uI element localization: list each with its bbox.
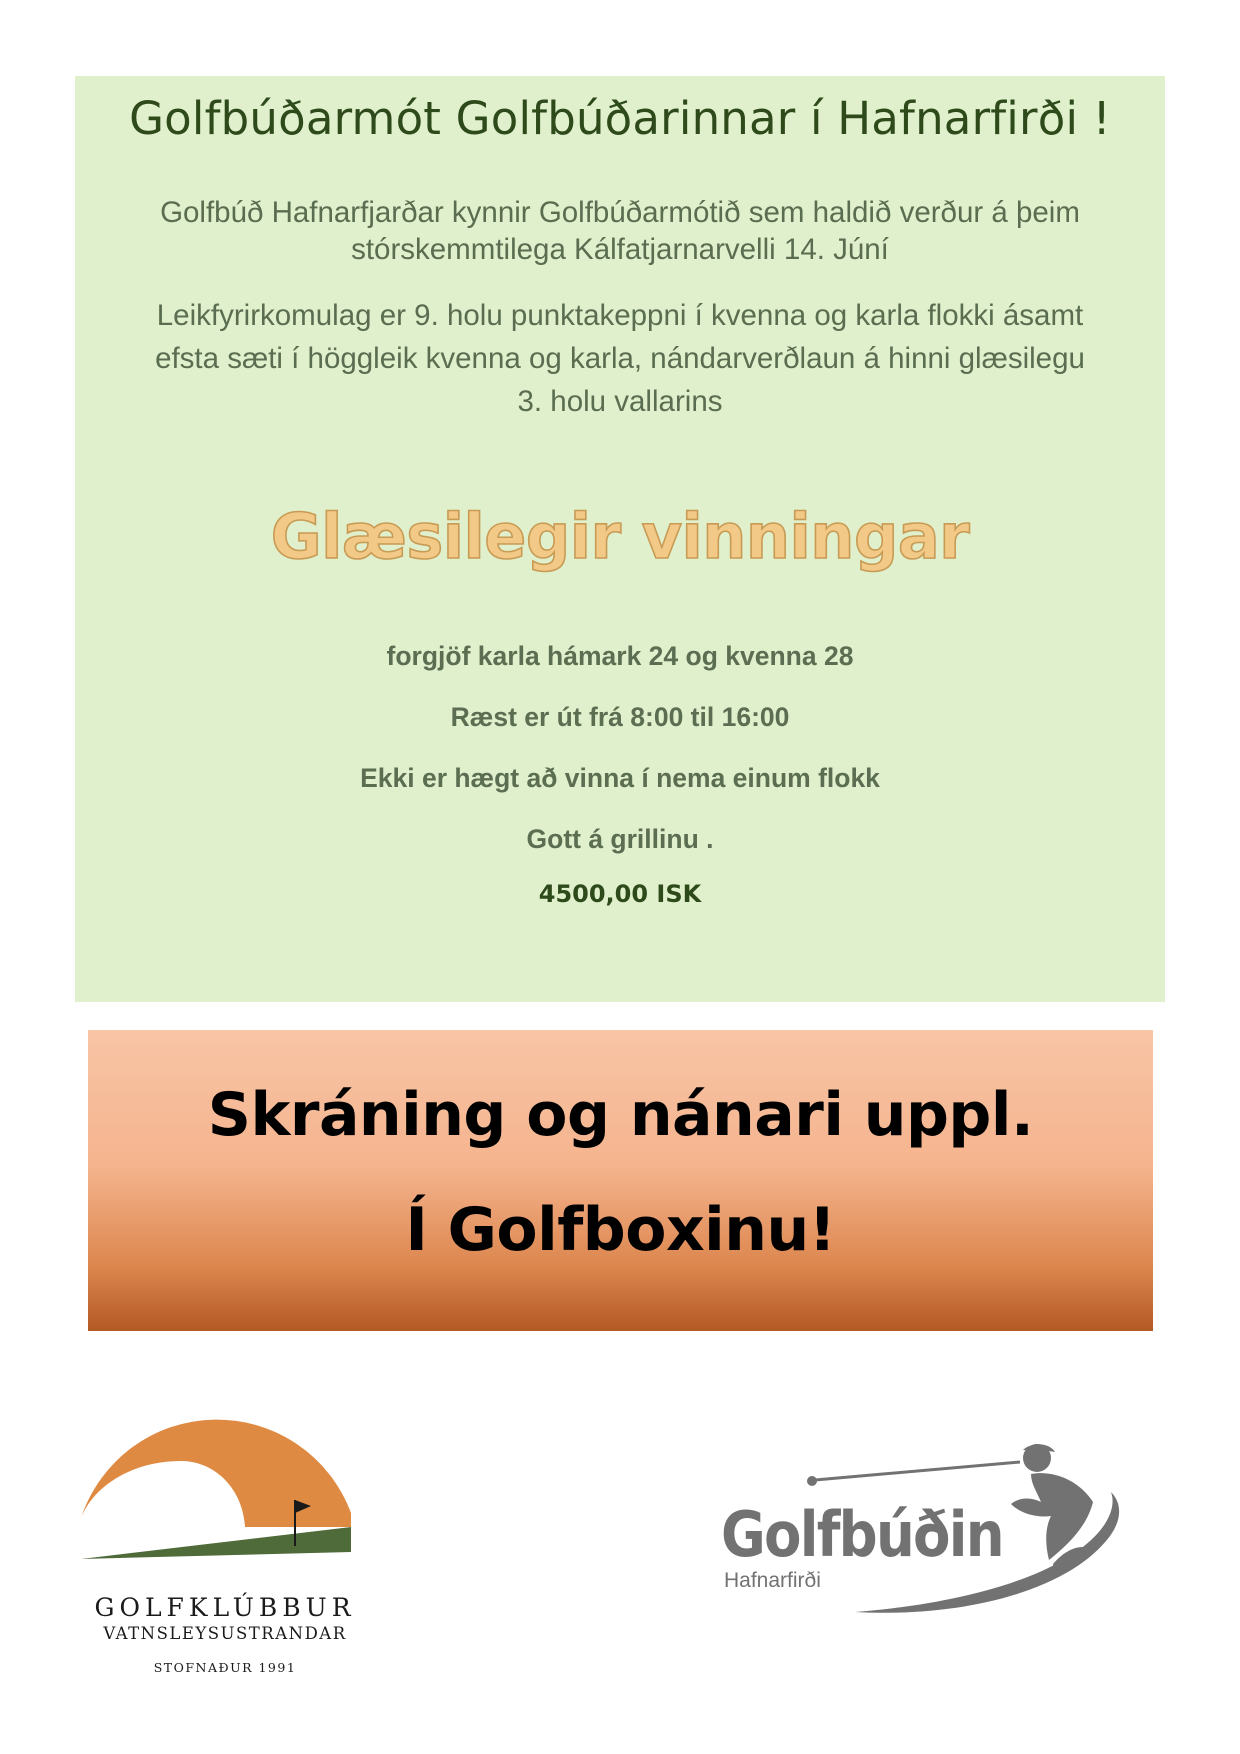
event-title: Golfbúðarmót Golfbúðarinnar í Hafnarfirði ! [129,92,1111,145]
golf-shop-subtitle: Hafnarfirði [724,1569,821,1592]
golf-club-emblem-icon [75,1395,375,1595]
golf-club-founded: STOFNAÐUR 1991 [153,1660,297,1675]
golf-club-logo [75,1395,375,1705]
entry-price: 4500,00 ISK [538,880,702,908]
golf-club-name: GOLFKLÚBBUR [94,1593,356,1622]
golf-shop-name: Golfbúðin [721,1498,1003,1571]
detail-grill: Gott á grillinu . [526,824,714,854]
intro-line-1: Golfbúð Hafnarfjarðar kynnir Golfbúðarmótið sem haldið verður á þeim [160,196,1080,229]
golf-club-subtitle: VATNSLEYSUSTRANDAR [103,1624,347,1643]
detail-one-category: Ekki er hægt að vinna í nema einum flokk [360,763,880,793]
format-line-3: 3. holu vallarins [517,385,723,418]
registration-line-2: Í Golfboxinu! [405,1195,836,1265]
intro-paragraph [85,194,1155,268]
detail-handicap: forgjöf karla hámark 24 og kvenna 28 [386,641,854,671]
format-line-2: efsta sæti í höggleik kvenna og karla, nándarverðlaun á hinni glæsilegu [155,342,1085,375]
detail-tee-times: Ræst er út frá 8:00 til 16:00 [450,702,790,732]
registration-banner [88,1030,1153,1331]
registration-line-1: Skráning og nánari uppl. [207,1080,1034,1150]
intro-line-2: stórskemmtilega Kálfatjarnarvelli 14. Júní [351,233,889,266]
prizes-headline: Glæsilegir vinningar [270,500,970,573]
golf-shop-logo [715,1440,1165,1630]
format-line-1: Leikfyrirkomulag er 9. holu punktakeppni í kvenna og karla flokki ásamt [156,299,1084,332]
format-paragraph [85,294,1155,423]
